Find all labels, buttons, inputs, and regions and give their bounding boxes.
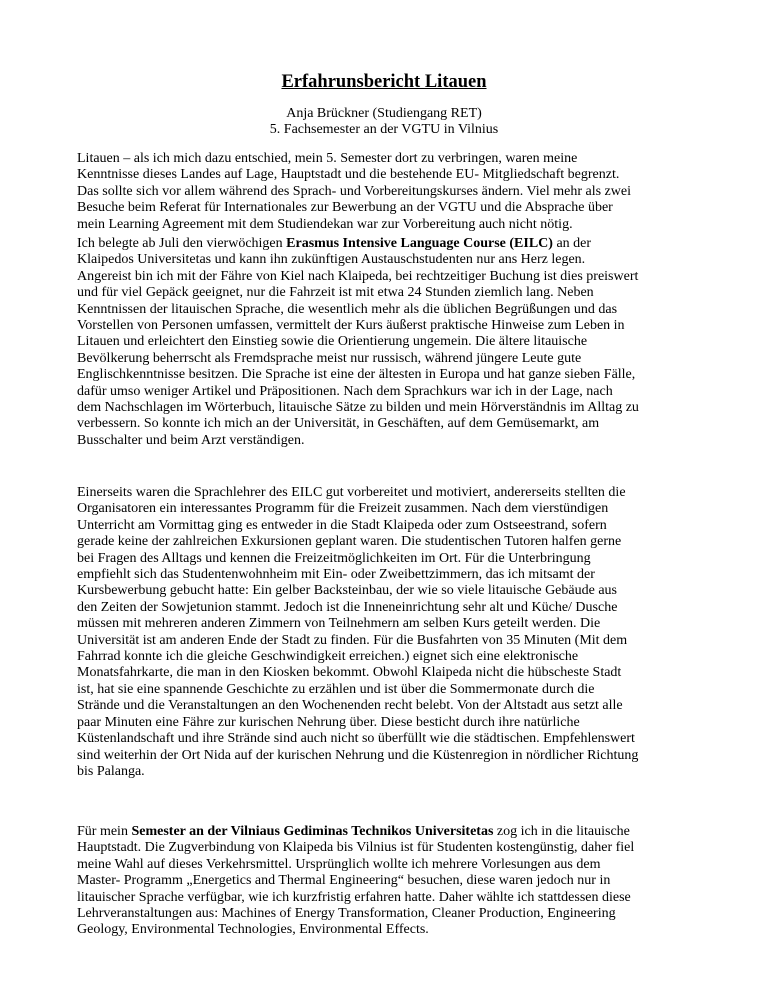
course-name-bold: Erasmus Intensive Language Course (EILC)	[286, 236, 553, 251]
paragraph-text: an der Klaipedos Universitetas und kann ihn zukünftigen Austauschstudenten nur ans Herz legen. Angereist bin ich mit der Fähre von Kiel nach Klaipeda, bei rechtzeitiger Buchung ist dies preiswert und für viel Gepäck geeignet, nur die Fahrzeit ist mit etwa 24 Stunden ziemlich lang. Neben Kenntnissen der litauischen Sprache, die wesentlich mehr als die üblichen Begrüßungen und das Vorstellen von Personen umfassen, vermittelt der Kurs äußerst praktische Hinweise zum Leben in Litauen und erleichtert den Einstieg sowie die Orientierung ungemein. Die ältere litauische Bevölkerung beherrscht als Fremdsprache meist nur russisch, während jüngere Leute gute Englischkenntnisse besitzen. Die Sprache ist eine der ältesten in Europa und hat ganze sieben Fälle, dafür umso weniger Artikel und Präpositionen. Nach dem Sprachkurs war ich in der Lage, nach dem Nachschlagen im Wörterbuch, litauische Sätze zu bilden und mein Hörverständnis im Alltag zu verbessern. So konnte ich mich an der Universität, in Geschäften, auf dem Gemüsemarkt, am Busschalter und beim Arzt verständigen.	[77, 236, 639, 448]
university-name-bold: Semester an der Vilniaus Gediminas Technikos Universitetas	[131, 824, 494, 839]
author-line: Anja Brückner (Studiengang RET)	[286, 106, 482, 121]
paragraph-eilc-program: Einerseits waren die Sprachlehrer des EILC gut vorbereitet und motiviert, andererseits stellten die Organisatoren ein interessantes Programm für die Freizeit zusammen. Nach dem vierstündigen Unterricht am Vormittag ging es entweder in die Stadt Klaipeda oder zum Ostseestrand, sofern gerade keine der zahlreichen Exkursionen geplant waren. Die studentischen Tutoren halfen gerne bei Fragen des Alltags und kennen die Freizeitmöglichkeiten im Ort. Für die Unterbringung empfiehlt sich das Studentenwohnheim mit Ein- oder Zweibettzimmern, das ich mitsamt der Kursbewerbung gebucht hatte: Ein gelber Backsteinbau, der wie so viele litauische Gebäude aus den Zeiten der Sowjetunion stammt. Jedoch ist die Inneneinrichtung sehr alt und Küche/ Dusche müssen mit mehreren anderen Zimmern von Teilnehmern am selben Kurs geteilt werden. Die Universität ist am anderen Ende der Stadt zu finden. Für die Busfahrten von 35 Minuten (Mit dem Fahrrad konnte ich die gleiche Geschwindigkeit erreichen.) eignet sich eine elektronische Monatsfahrkarte, die man in den Kiosken bekommt. Obwohl Klaipeda nicht die hübscheste Stadt ist, hat sie eine spannende Geschichte zu erzählen und ist über die Sommermonate durch die Strände und die Veranstaltungen an den Wochenenden recht belebt. Von der Altstadt aus setzt alle paar Minuten eine Fähre zur kurischen Nehrung über. Diese besticht durch ihre natürliche Küstenlandschaft und ihre Strände sind auch nicht so überfüllt wie die städtischen. Empfehlenswert sind weiterhin der Ort Nida auf der kurischen Nehrung und die Küstenregion in nördlicher Richtung bis Palanga.	[77, 485, 639, 779]
paragraph-intro: Litauen – als ich mich dazu entschied, mein 5. Semester dort zu verbringen, waren meine Kenntnisse dieses Landes auf Lage, Hauptstadt und die bestehende EU- Mitgliedschaft begrenzt. Das sollte sich vor allem während des Sprach- und Vorbereitungskurses ändern. Viel mehr als zwei Besuche beim Referat für Internationales zur Bewerbung an der VGTU und die Absprache über mein Learning Agreement mit dem Studiendekan war zur Vorbereitung auch nicht nötig.	[77, 151, 631, 232]
paragraph-language-course	[77, 236, 717, 449]
semester-line: 5. Fachsemester an der VGTU in Vilnius	[269, 122, 499, 137]
document-title: Erfahrunsbericht Litauen	[281, 72, 487, 92]
paragraph-text: Für mein	[77, 824, 132, 839]
paragraph-text: Ich belegte ab Juli den vierwöchigen	[77, 236, 287, 251]
paragraph-vgtu-semester	[77, 824, 717, 939]
paragraph-text: zog ich in die litauische Hauptstadt. Die Zugverbindung von Klaipeda bis Vilnius ist für Studenten kostengünstig, daher fiel meine Wahl auf dieses Verkehrsmittel. Ursprünglich wollte ich mehrere Vorlesungen aus dem Master- Programm „Energetics and Thermal Engineering“ besuchen, diese waren jedoch nur in litauischer Sprache verfügbar, wie ich kurzfristig erfahren hatte. Daher wählte ich stattdessen diese Lehrveranstaltungen aus: Machines of Energy Transformation, Cleaner Production, Engineering Geology, Environmental Technologies, Environmental Effects.	[77, 824, 635, 938]
